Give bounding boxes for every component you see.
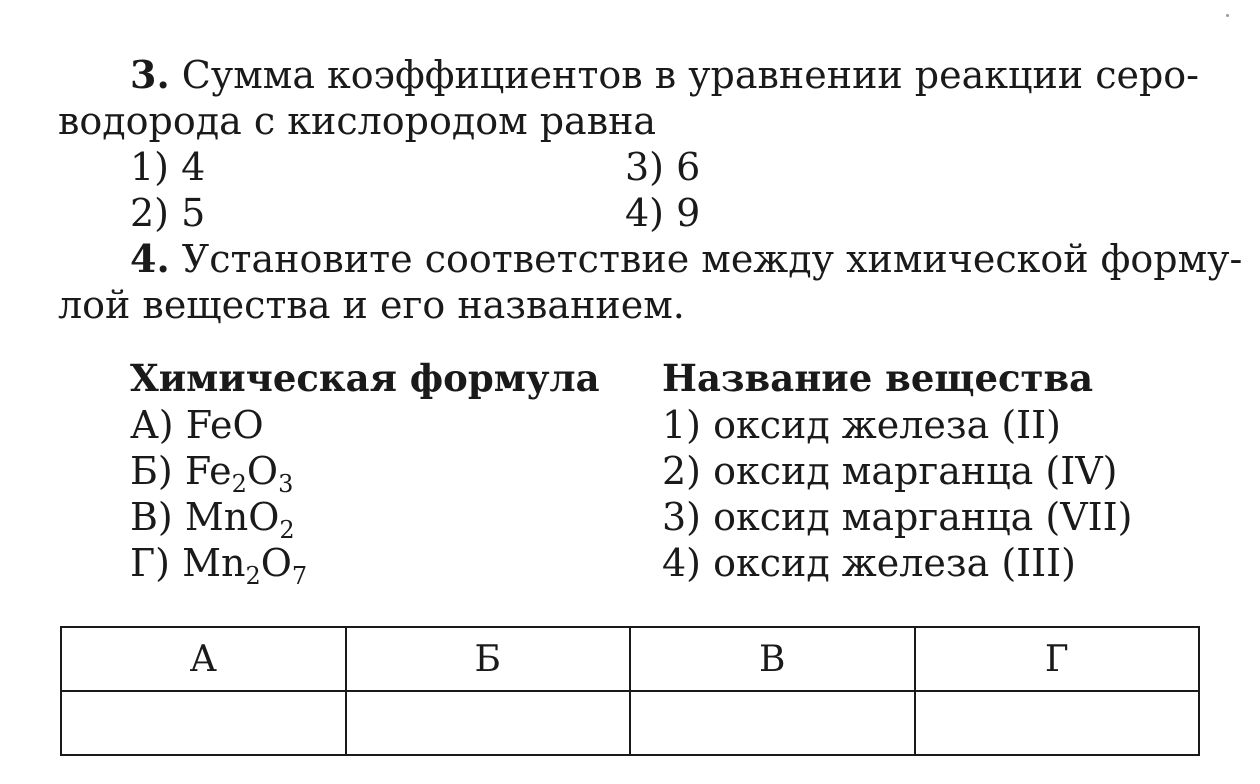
formula-a [130,402,264,448]
answer-cell-g[interactable] [915,691,1200,755]
name-column-header: Название вещества [662,356,1094,400]
substance-name-3: 3) оксид марганца (VII) [662,495,1133,539]
q3-option-2: 2) 5 [130,191,206,235]
substance-name-1: 1) оксид железа (II) [662,403,1061,447]
formula-letter: В) [130,495,173,539]
q3-number: 3. [130,52,170,97]
formula-text: MnO$_2$ [184,495,295,544]
answer-header-a: А [61,627,346,691]
answer-table-header-row [61,627,1199,691]
formula-v [130,494,295,544]
formula-letter: Б) [130,449,173,493]
q3-text-1: Сумма коэффициентов в уравнении реакции серо- [181,53,1200,97]
answer-header-b: Б [346,627,631,691]
answer-table [60,626,1200,756]
answer-table-input-row [61,691,1199,755]
answer-cell-v[interactable] [630,691,915,755]
q3-line-1 [130,52,1199,98]
formula-text: $Fe_2O_3$ [184,449,294,498]
q4-text-1: Установите соответствие между химической форму- [181,237,1243,281]
formula-g [130,540,308,590]
answer-header-v: В [630,627,915,691]
formula-text: $Mn_2O_7$ [182,541,308,590]
print-speck [1226,14,1229,17]
formula-letter: А) [130,403,174,447]
answer-header-g: Г [915,627,1200,691]
q4-text-2: лой вещества и его названием. [58,283,685,327]
q3-text-2: водорода с кислородом равна [58,99,657,143]
q3-option-4: 4) 9 [625,191,701,235]
q3-option-1: 1) 4 [130,145,206,189]
substance-name-4: 4) оксид железа (III) [662,541,1077,585]
q4-number: 4. [130,236,170,281]
q4-line-1 [130,236,1242,282]
answer-cell-b[interactable] [346,691,631,755]
formula-letter: Г) [130,541,170,585]
answer-cell-a[interactable] [61,691,346,755]
formula-b [130,448,294,498]
formula-text: FeO [185,403,264,447]
formula-column-header: Химическая формула [130,356,600,400]
substance-name-2: 2) оксид марганца (IV) [662,449,1118,493]
q3-option-3: 3) 6 [625,145,701,189]
